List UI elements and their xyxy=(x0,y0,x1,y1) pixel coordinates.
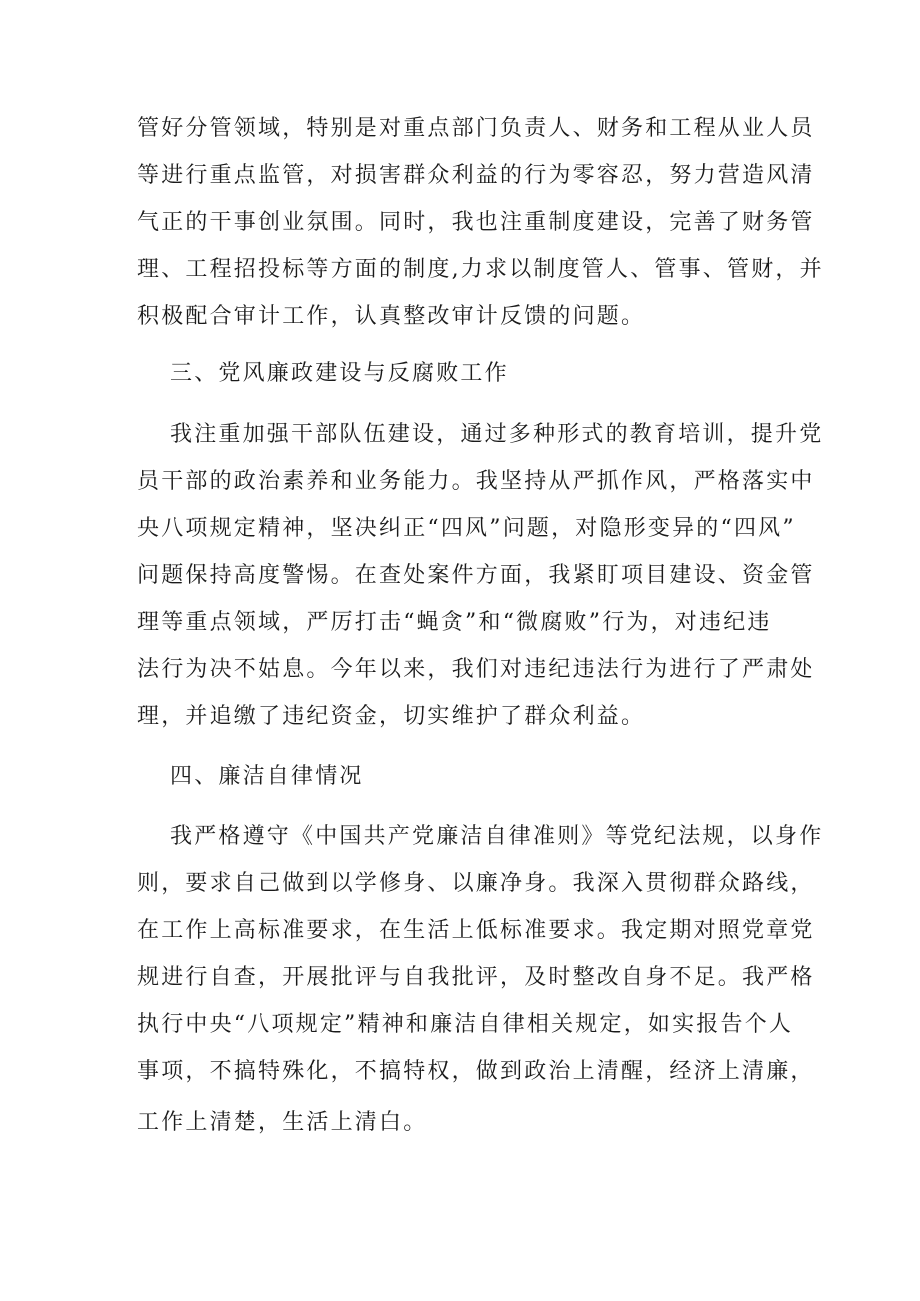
paragraph-2-line-7: 理，并追缴了违纪资金，切实维护了群众利益。 xyxy=(137,704,646,729)
paragraph-3-line-6: 事项，不搞特殊化，不搞特权，做到政治上清醒，经济上清廉， xyxy=(137,1059,815,1084)
paragraph-1-line-4: 理、工程招投标等方面的制度,力求以制度管人、管事、管财，并 xyxy=(137,257,824,282)
paragraph-2-line-2: 员干部的政治素养和业务能力。我坚持从严抓作风，严格落实中 xyxy=(137,469,815,494)
paragraph-1-line-2: 等进行重点监管，对损害群众利益的行为零容忍，努力营造风清 xyxy=(137,163,815,188)
section-heading-3: 三、党风廉政建设与反腐败工作 xyxy=(170,361,509,386)
paragraph-2-line-4: 问题保持高度警惕。在查处案件方面，我紧盯项目建设、资金管 xyxy=(137,563,815,588)
paragraph-3-line-5: 执行中央“八项规定”精神和廉洁自律相关规定，如实报告个人 xyxy=(137,1012,794,1037)
paragraph-3-line-3: 在工作上高标准要求，在生活上低标准要求。我定期对照党章党 xyxy=(137,918,815,943)
paragraph-2-line-5: 理等重点领域，严厉打击“蝇贪”和“微腐败”行为，对违纪违 xyxy=(137,610,772,635)
paragraph-2-line-6: 法行为决不姑息。今年以来，我们对违纪违法行为进行了严肃处 xyxy=(137,657,815,682)
paragraph-2-line-3: 央八项规定精神，坚决纠正“四风”问题，对隐形变异的“四风” xyxy=(137,516,796,541)
paragraph-3-line-7: 工作上清楚，生活上清白。 xyxy=(137,1110,428,1135)
paragraph-2-line-1: 我注重加强干部队伍建设，通过多种形式的教育培训，提升党 xyxy=(170,422,824,447)
paragraph-3-line-4: 规进行自查，开展批评与自我批评，及时整改自身不足。我严格 xyxy=(137,965,815,990)
paragraph-1-line-1: 管好分管领域，特别是对重点部门负责人、财务和工程从业人员 xyxy=(137,116,815,141)
paragraph-3-line-1: 我严格遵守《中国共产党廉洁自律准则》等党纪法规，以身作 xyxy=(170,824,824,849)
paragraph-3-line-2: 则，要求自己做到以学修身、以廉净身。我深入贯彻群众路线， xyxy=(137,871,815,896)
section-heading-4: 四、廉洁自律情况 xyxy=(170,764,364,789)
paragraph-1-line-3: 气正的干事创业氛围。同时，我也注重制度建设，完善了财务管 xyxy=(137,210,815,235)
paragraph-1-line-5: 积极配合审计工作，认真整改审计反馈的问题。 xyxy=(137,304,646,329)
